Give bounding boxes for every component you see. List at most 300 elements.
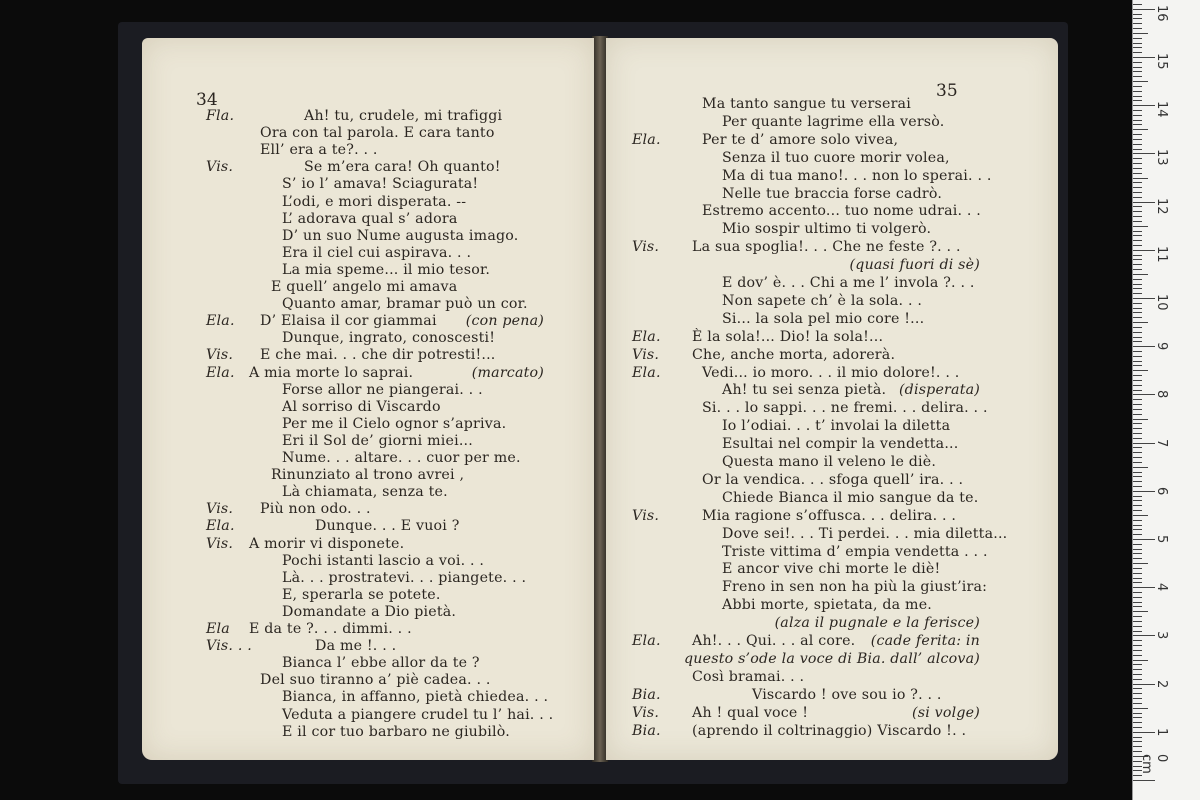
verse-text: Ma di tua mano!. . . non lo sperai. . . xyxy=(722,167,992,184)
ruler-tick xyxy=(1133,602,1142,603)
verse-text: Quanto amar, bramar può un cor. xyxy=(282,296,528,313)
ruler-number: 12 xyxy=(1154,197,1169,215)
ruler-tick xyxy=(1133,153,1155,154)
ruler-tick xyxy=(1133,28,1142,29)
verse-line xyxy=(606,221,1058,239)
verse-line xyxy=(142,330,594,347)
ruler-tick xyxy=(1133,91,1142,92)
verse-text: La mia speme... il mio tesor. xyxy=(282,261,491,278)
ruler-tick xyxy=(1133,158,1142,159)
ruler-tick xyxy=(1133,481,1142,482)
verse-line xyxy=(606,633,1058,651)
verse-line xyxy=(606,687,1058,705)
ruler-tick xyxy=(1133,33,1148,34)
verse-text: Per quante lagrime ella versò. xyxy=(722,113,945,130)
verse-text: Esultai nel compir la vendetta... xyxy=(722,436,959,453)
verse-text: E quell’ angelo mi amava xyxy=(271,279,458,295)
measuring-ruler xyxy=(1132,0,1200,800)
ruler-tick xyxy=(1133,365,1142,366)
ruler-tick xyxy=(1133,664,1142,665)
ruler-tick xyxy=(1133,298,1155,299)
ruler-tick xyxy=(1133,563,1148,564)
ruler-tick xyxy=(1133,500,1142,501)
verse-text: Bianca, in affanno, pietà chiedea. . . xyxy=(282,689,549,706)
verse-line xyxy=(142,501,594,518)
right-page xyxy=(606,38,1058,760)
ruler-tick xyxy=(1133,684,1155,685)
speaker-label: Vis. xyxy=(632,239,660,256)
ruler-tick xyxy=(1133,727,1142,728)
ruler-tick xyxy=(1133,57,1155,58)
verse-text: Al sorriso di Viscardo xyxy=(282,398,441,415)
stage-direction: (si volge) xyxy=(912,704,980,721)
ruler-tick xyxy=(1133,96,1142,97)
verse-text: Dove sei!. . . Ti perdei. . . mia diletta... xyxy=(722,525,1008,542)
verse-text: Nume. . . altare. . . cuor per me. xyxy=(282,450,521,466)
verse-text: Più non odo. . . xyxy=(260,501,371,518)
ruler-tick xyxy=(1133,356,1142,357)
ruler-tick xyxy=(1133,476,1142,477)
ruler-tick xyxy=(1133,337,1142,338)
verse-line xyxy=(606,311,1058,329)
ruler-tick xyxy=(1133,279,1142,280)
ruler-tick xyxy=(1133,693,1142,694)
ruler-tick xyxy=(1133,322,1148,323)
ruler-tick xyxy=(1133,650,1142,651)
ruler-number: 7 xyxy=(1154,438,1169,447)
speaker-label: Vis. xyxy=(632,704,660,721)
ruler-tick xyxy=(1133,134,1142,135)
verse-line xyxy=(606,96,1058,114)
ruler-number: 9 xyxy=(1154,342,1169,351)
verse-line xyxy=(606,472,1058,490)
ruler-tick xyxy=(1133,139,1142,140)
verse-line xyxy=(606,579,1058,597)
verse-line xyxy=(142,484,594,501)
ruler-tick xyxy=(1133,582,1142,583)
ruler-tick xyxy=(1133,71,1142,72)
ruler-tick xyxy=(1133,635,1155,636)
ruler-tick xyxy=(1133,52,1142,53)
speaker-label: Ela. xyxy=(206,364,235,381)
verse-line xyxy=(606,544,1058,562)
verse-text: Ah ! qual voce ! xyxy=(692,704,809,721)
verse-line xyxy=(142,689,594,706)
ruler-number: 1 xyxy=(1154,727,1169,737)
ruler-tick xyxy=(1133,578,1142,579)
ruler-tick xyxy=(1133,269,1142,270)
ruler-tick xyxy=(1133,587,1155,588)
verse-line xyxy=(142,211,594,228)
ruler-tick xyxy=(1133,606,1142,607)
speaker-label: Ela. xyxy=(632,131,661,148)
verse-line xyxy=(142,433,594,450)
ruler-tick xyxy=(1133,486,1142,487)
verse-line xyxy=(606,705,1058,723)
ruler-tick xyxy=(1133,173,1142,174)
verse-line xyxy=(606,669,1058,687)
ruler-tick xyxy=(1133,4,1142,5)
ruler-tick xyxy=(1133,317,1142,318)
verse-text: Questa mano il veleno le diè. xyxy=(722,454,937,470)
ruler-number: 8 xyxy=(1154,390,1169,399)
verse-text: L’odi, e mori disperata. -- xyxy=(282,193,467,210)
ruler-tick xyxy=(1133,544,1142,545)
verse-text: E ancor vive chi morte le diè! xyxy=(722,561,941,578)
ruler-tick xyxy=(1133,235,1142,236)
verse-text: Mia ragione s’offusca. . . delira. . . xyxy=(702,507,957,524)
verse-text: Per te d’ amore solo vivea, xyxy=(702,131,899,148)
ruler-tick xyxy=(1133,419,1148,420)
speaker-label: Vis. xyxy=(206,347,234,364)
ruler-number: 2 xyxy=(1154,679,1169,688)
ruler-tick xyxy=(1133,717,1142,718)
ruler-tick xyxy=(1133,529,1142,530)
ruler-tick xyxy=(1133,332,1142,333)
page-number-left: 34 xyxy=(196,90,218,110)
speaker-label: Vis. xyxy=(206,159,234,176)
verse-line xyxy=(606,150,1058,168)
verse-text: Se m’era cara! Oh quanto! xyxy=(304,159,501,176)
stage-direction: (disperata) xyxy=(898,382,980,399)
verse-line xyxy=(142,245,594,262)
ruler-tick xyxy=(1133,404,1142,405)
ruler-tick xyxy=(1133,370,1148,371)
verse-text: Dunque. . . E vuoi ? xyxy=(315,518,460,535)
verse-line xyxy=(142,621,594,638)
verse-text: Freno in sen non ha più la giust’ira: xyxy=(722,579,988,596)
ruler-tick xyxy=(1133,525,1142,526)
ruler-tick xyxy=(1133,240,1142,241)
ruler-number: 14 xyxy=(1154,101,1169,118)
ruler-tick xyxy=(1133,221,1142,222)
speaker-label: Fla. xyxy=(206,108,235,124)
verse-line xyxy=(142,125,594,142)
verse-line xyxy=(606,257,1058,275)
ruler-tick xyxy=(1133,674,1142,675)
ruler-tick xyxy=(1133,433,1142,434)
ruler-tick xyxy=(1133,462,1142,463)
verse-text: Non sapete ch’ è la sola. . . xyxy=(722,292,923,309)
verse-line xyxy=(142,108,594,125)
verse-line xyxy=(142,655,594,672)
ruler-tick xyxy=(1133,18,1142,19)
verse-text: Là chiamata, senza te. xyxy=(282,484,448,501)
ruler-number: 6 xyxy=(1154,486,1169,496)
verse-text: S’ io l’ amava! Sciagurata! xyxy=(282,176,479,193)
ruler-tick xyxy=(1133,312,1142,313)
verse-line xyxy=(142,518,594,535)
verse-line xyxy=(606,490,1058,508)
ruler-tick xyxy=(1133,428,1142,429)
ruler-tick xyxy=(1133,423,1142,424)
verse-text: Era il ciel cui aspirava. . . xyxy=(282,244,472,261)
ruler-tick xyxy=(1133,515,1148,516)
ruler-number: 0 cm xyxy=(1139,754,1169,774)
verse-text: La sua spoglia!. . . Che ne feste ?. . . xyxy=(692,239,961,256)
verse-line xyxy=(606,615,1058,633)
verse-text: D’ Elaisa il cor giammai xyxy=(260,313,437,330)
verse-line xyxy=(142,142,594,159)
verse-line xyxy=(142,159,594,176)
verse-line xyxy=(606,347,1058,365)
ruler-tick xyxy=(1133,549,1142,550)
verse-line xyxy=(606,454,1058,472)
ruler-tick xyxy=(1133,62,1142,63)
verse-line xyxy=(606,293,1058,311)
ruler-tick xyxy=(1133,708,1148,709)
ruler-tick xyxy=(1133,568,1142,569)
ruler-tick xyxy=(1133,129,1148,130)
ruler-tick xyxy=(1133,751,1142,752)
verse-text: E, sperarla se potete. xyxy=(282,586,441,603)
verse-line xyxy=(606,723,1058,741)
verse-text: Ma tanto sangue tu verserai xyxy=(702,96,911,112)
ruler-tick xyxy=(1133,149,1142,150)
ruler-tick xyxy=(1133,394,1155,395)
speaker-label: Ela. xyxy=(206,313,235,330)
ruler-tick xyxy=(1133,86,1142,87)
verse-text: Si... la sola pel mio core !... xyxy=(722,310,925,327)
ruler-tick xyxy=(1133,631,1142,632)
verse-line xyxy=(142,604,594,621)
ruler-tick xyxy=(1133,534,1142,535)
speaker-label: Vis. xyxy=(206,501,234,518)
ruler-tick xyxy=(1133,626,1142,627)
verse-text: Dunque, ingrato, conoscesti! xyxy=(282,330,496,347)
ruler-tick xyxy=(1133,38,1142,39)
verse-text: E da te ?. . . dimmi. . . xyxy=(249,621,412,637)
verse-line xyxy=(142,587,594,604)
speaker-label: Vis. . . xyxy=(206,638,252,655)
ruler-tick xyxy=(1133,182,1142,183)
ruler-tick xyxy=(1133,293,1142,294)
ruler-tick xyxy=(1133,447,1142,448)
ruler-tick xyxy=(1133,505,1142,506)
verse-text: Domandate a Dio pietà. xyxy=(282,603,457,620)
verse-text: Triste vittima d’ empia vendetta . . . xyxy=(722,543,988,560)
speaker-label: Vis. xyxy=(632,507,660,524)
ruler-tick xyxy=(1133,178,1148,179)
ruler-tick xyxy=(1133,226,1148,227)
ruler-tick xyxy=(1133,124,1142,125)
speaker-label: Ela. xyxy=(206,518,235,535)
ruler-tick xyxy=(1133,553,1142,554)
verse-text: Ah! tu sei senza pietà. xyxy=(722,382,887,399)
verse-text: Che, anche morta, adorerà. xyxy=(692,346,896,363)
ruler-tick xyxy=(1133,47,1142,48)
verse-text: Per me il Cielo ognor s’apriva. xyxy=(282,415,507,432)
ruler-tick xyxy=(1133,467,1148,468)
ruler-number: 3 xyxy=(1154,631,1169,640)
ruler-tick xyxy=(1133,308,1142,309)
ruler-tick xyxy=(1133,741,1142,742)
ruler-tick xyxy=(1133,414,1142,415)
verse-line xyxy=(606,382,1058,400)
ruler-tick xyxy=(1133,669,1142,670)
ruler-tick xyxy=(1133,746,1142,747)
verse-text: A mia morte lo saprai. xyxy=(249,364,414,381)
verse-text: Del suo tiranno a’ piè cadea. . . xyxy=(260,672,491,689)
speaker-label: Ela. xyxy=(632,364,661,381)
ruler-tick xyxy=(1133,539,1155,540)
ruler-tick xyxy=(1133,597,1142,598)
stage-direction: (alza il pugnale e la ferisce) xyxy=(774,615,980,632)
stage-direction: (con pena) xyxy=(465,313,544,330)
ruler-tick xyxy=(1133,375,1142,376)
verse-text: E il cor tuo barbaro ne giubilò. xyxy=(282,723,510,740)
ruler-tick xyxy=(1133,698,1142,699)
verse-line xyxy=(142,365,594,382)
ruler-tick xyxy=(1133,264,1142,265)
speaker-label: Bia. xyxy=(632,686,661,703)
left-page xyxy=(142,38,594,760)
ruler-tick xyxy=(1133,144,1142,145)
ruler-tick xyxy=(1133,216,1142,217)
ruler-tick xyxy=(1133,202,1155,203)
ruler-tick xyxy=(1133,688,1142,689)
ruler-tick xyxy=(1133,23,1142,24)
ruler-number: 16 xyxy=(1154,4,1169,22)
stage-direction: (marcato) xyxy=(471,364,544,381)
ruler-number: 10 xyxy=(1154,294,1169,311)
verse-text: Ah! tu, crudele, mi trafiggi xyxy=(304,108,503,124)
ruler-tick xyxy=(1133,491,1155,492)
page-number-right: 35 xyxy=(936,81,958,101)
ruler-tick xyxy=(1133,9,1155,10)
ruler-tick xyxy=(1133,100,1142,101)
ruler-tick xyxy=(1133,679,1142,680)
ruler-tick xyxy=(1133,192,1142,193)
verse-text: Rinunziato al trono avrei , xyxy=(271,467,465,484)
stage-direction: questo s’ode la voce di Bia. dall’ alcova) xyxy=(684,650,980,667)
verse-text: E dov’ è. . . Chi a me l’ invola ?. . . xyxy=(722,275,975,291)
ruler-tick xyxy=(1133,81,1148,82)
ruler-tick xyxy=(1133,14,1142,15)
ruler-tick xyxy=(1133,713,1142,714)
ruler-tick xyxy=(1133,732,1155,733)
verse-text: Viscardo ! ove sou io ?. . . xyxy=(752,686,942,703)
ruler-tick xyxy=(1133,274,1148,275)
ruler-tick xyxy=(1133,621,1142,622)
ruler-tick xyxy=(1133,640,1142,641)
ruler-tick xyxy=(1133,655,1142,656)
verse-line xyxy=(606,418,1058,436)
ruler-tick xyxy=(1133,452,1142,453)
verse-line xyxy=(606,508,1058,526)
verse-text: Pochi istanti lascio a voi. . . xyxy=(282,552,485,569)
verse-text: Ora con tal parola. E cara tanto xyxy=(260,125,495,142)
ruler-number: 4 xyxy=(1154,583,1169,592)
ruler-tick xyxy=(1133,163,1142,164)
verse-line xyxy=(606,526,1058,544)
ruler-tick xyxy=(1133,510,1142,511)
ruler-tick xyxy=(1133,255,1142,256)
verse-line xyxy=(142,724,594,741)
verse-line xyxy=(142,638,594,655)
ruler-number: 15 xyxy=(1154,53,1169,70)
ruler-tick xyxy=(1133,385,1142,386)
ruler-tick xyxy=(1133,703,1142,704)
verse-line xyxy=(606,651,1058,669)
ruler-tick xyxy=(1133,206,1142,207)
verse-line xyxy=(142,416,594,433)
ruler-tick xyxy=(1133,187,1142,188)
verse-line xyxy=(606,168,1058,186)
verse-text: D’ un suo Nume augusta imago. xyxy=(282,227,519,244)
speaker-label: Vis. xyxy=(206,535,234,552)
ruler-tick xyxy=(1133,645,1142,646)
ruler-tick xyxy=(1133,443,1155,444)
verse-line xyxy=(142,347,594,364)
ruler-tick xyxy=(1133,105,1155,106)
verse-text: Là. . . prostratevi. . . piangete. . . xyxy=(282,569,527,586)
ruler-tick xyxy=(1133,346,1155,347)
verse-text: Così bramai. . . xyxy=(692,668,805,685)
ruler-number: 5 xyxy=(1154,535,1169,544)
ruler-tick xyxy=(1133,250,1155,251)
verse-text: Vedi... io moro. . . il mio dolore!. . . xyxy=(702,364,960,381)
ruler-number: 13 xyxy=(1154,149,1169,166)
speaker-label: Ela. xyxy=(632,633,661,649)
verse-line xyxy=(142,467,594,484)
verse-text: A morir vi disponete. xyxy=(249,535,405,552)
ruler-tick xyxy=(1133,327,1142,328)
verse-line xyxy=(606,365,1058,383)
verse-line xyxy=(606,561,1058,579)
verse-line xyxy=(606,186,1058,204)
verse-text: Nelle tue braccia forse cadrò. xyxy=(722,185,943,202)
speaker-label: Ela xyxy=(206,621,230,637)
ruler-tick xyxy=(1133,341,1142,342)
verse-line xyxy=(142,313,594,330)
speaker-label: Bia. xyxy=(632,722,661,739)
verse-text: (aprendo il coltrinaggio) Viscardo !. . xyxy=(692,722,967,739)
verse-line xyxy=(606,275,1058,293)
stage-direction: (quasi fuori di sè) xyxy=(849,257,980,274)
ruler-tick xyxy=(1133,231,1142,232)
verse-text: Chiede Bianca il mio sangue da te. xyxy=(722,489,979,506)
ruler-tick xyxy=(1133,361,1142,362)
ruler-tick xyxy=(1133,67,1142,68)
verse-text: Bianca l’ ebbe allor da te ? xyxy=(282,655,480,672)
verse-text: Estremo accento... tuo nome udrai. . . xyxy=(702,203,982,220)
ruler-tick xyxy=(1133,660,1148,661)
verse-line xyxy=(142,296,594,313)
verse-text: Senza il tuo cuore morir volea, xyxy=(722,149,950,166)
ruler-tick xyxy=(1133,197,1142,198)
verse-line xyxy=(142,228,594,245)
verse-line xyxy=(142,450,594,467)
verse-line xyxy=(606,597,1058,615)
verse-text: Or la vendica. . . sfoga quell’ ira. . . xyxy=(702,471,964,488)
verse-text: Io l’odiai. . . t’ involai la diletta xyxy=(722,418,951,435)
ruler-tick xyxy=(1133,438,1142,439)
verse-line xyxy=(142,279,594,296)
ruler-tick xyxy=(1133,245,1142,246)
verse-text: Si. . . lo sappi. . . ne fremi. . . delira. . . xyxy=(702,400,988,417)
ruler-tick xyxy=(1133,43,1142,44)
verse-text: Abbi morte, spietata, da me. xyxy=(722,597,932,614)
ruler-tick xyxy=(1133,168,1142,169)
ruler-tick xyxy=(1133,259,1142,260)
speaker-label: Vis. xyxy=(632,346,660,363)
verse-text: Veduta a piangere crudel tu l’ hai. . . xyxy=(282,706,554,723)
ruler-tick xyxy=(1133,722,1142,723)
verse-line xyxy=(606,400,1058,418)
verse-line xyxy=(606,329,1058,347)
verse-text: Ell’ era a te?. . . xyxy=(260,142,378,159)
